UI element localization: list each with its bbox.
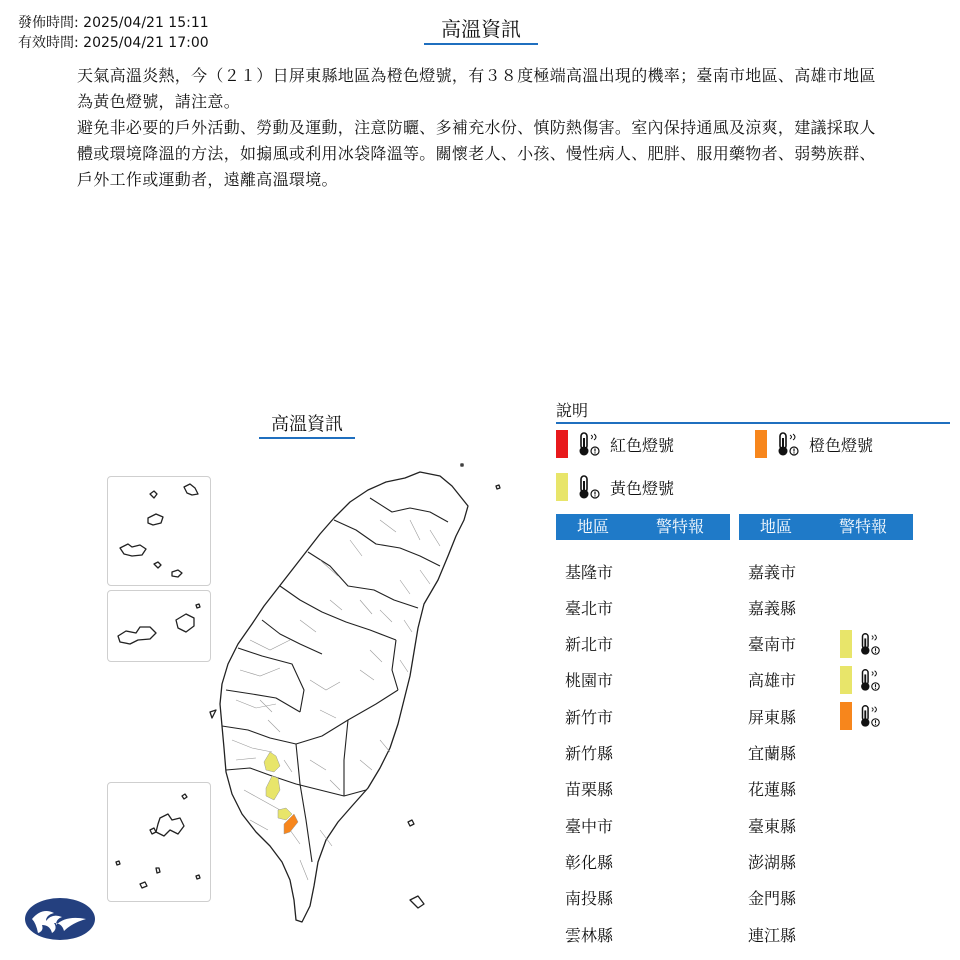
region-row [739, 811, 840, 839]
region-row [556, 702, 657, 730]
region-row [739, 593, 840, 621]
header-region: 地區 [759, 517, 792, 536]
region-row [739, 666, 890, 694]
thermometer-alert-icon [574, 473, 602, 501]
region-name: 雲林縣 [565, 925, 614, 945]
region-name: 臺中市 [565, 816, 614, 836]
legend-label-red: 紅色燈號 [610, 435, 675, 455]
region-row [556, 557, 657, 585]
map-tainan-yellow [264, 752, 280, 772]
region-name: 連江縣 [748, 925, 797, 945]
region-name: 嘉義市 [748, 562, 797, 582]
red-swatch [556, 430, 568, 458]
region-name: 新北市 [565, 635, 614, 655]
region-row [739, 557, 840, 585]
region-row [556, 630, 657, 658]
map-kaohsiung-yellow [266, 776, 280, 800]
region-name: 高雄市 [748, 671, 797, 691]
legend-item-yellow [556, 473, 674, 501]
table-header-left [556, 514, 730, 540]
region-row [739, 847, 840, 875]
region-row [739, 775, 840, 803]
region-alert [840, 702, 890, 730]
region-row [556, 811, 657, 839]
legend-label-yellow: 黃色燈號 [610, 478, 675, 498]
region-name: 臺南市 [748, 635, 797, 655]
region-name: 基隆市 [565, 562, 614, 582]
region-name: 臺東縣 [748, 816, 797, 836]
region-alert [840, 630, 890, 658]
header-region: 地區 [576, 517, 609, 536]
description-para-2: 避免非必要的戶外活動、勞動及運動，注意防曬、多補充水份、慎防熱傷害。室內保持通風及涼爽，建議採取人體或環境降溫的方法，如搧風或利用冰袋降溫等。關懷老人、小孩、慢性病人、肥胖、服用藥物者、弱勢族群、戶外工作或運動者，遠離高溫環境。 [77, 118, 876, 189]
region-row [556, 666, 657, 694]
region-row [556, 775, 657, 803]
legend-title: 說明 [556, 400, 950, 424]
description-para-1: 天氣高溫炎熱，今（２１）日屏東縣地區為橙色燈號，有３８度極端高溫出現的機率；臺南市地區、高雄市地區為黃色燈號，請注意。 [77, 66, 876, 111]
region-row [556, 847, 657, 875]
region-name: 嘉義縣 [748, 598, 797, 618]
region-row [556, 884, 657, 912]
yellow-swatch [556, 473, 568, 501]
region-name: 宜蘭縣 [748, 744, 797, 763]
region-name: 新竹市 [565, 707, 614, 727]
region-row [556, 920, 657, 948]
region-name: 桃園市 [565, 671, 614, 691]
cwa-logo [24, 897, 96, 941]
map-title: 高溫資訊 [259, 413, 355, 439]
region-name: 臺北市 [565, 598, 614, 618]
region-name: 彰化縣 [565, 852, 614, 872]
legend-label-orange: 橙色燈號 [809, 435, 874, 455]
valid-time: 有效時間: 2025/04/21 17:00 [18, 35, 209, 51]
header-alert: 警特報 [655, 517, 704, 536]
region-row [739, 739, 840, 767]
region-name: 花蓮縣 [748, 780, 797, 800]
thermometer-alert-icon [773, 430, 801, 458]
region-row [739, 630, 890, 658]
region-name: 屏東縣 [748, 707, 797, 727]
thermometer-alert-icon [856, 630, 882, 658]
region-row [739, 920, 840, 948]
header-alert: 警特報 [838, 517, 887, 536]
region-name: 金門縣 [748, 889, 797, 909]
orange-swatch [840, 702, 852, 730]
thermometer-alert-icon [856, 666, 882, 694]
region-row [556, 593, 657, 621]
issue-time: 發佈時間: 2025/04/21 15:11 [18, 15, 209, 31]
region-name: 苗栗縣 [565, 780, 614, 800]
region-alert [840, 666, 890, 694]
region-row [556, 739, 657, 767]
thermometer-alert-icon [856, 702, 882, 730]
legend-item-orange [755, 430, 873, 458]
yellow-swatch [840, 666, 852, 694]
region-name: 南投縣 [565, 889, 614, 909]
region-name: 新竹縣 [565, 744, 614, 763]
orange-swatch [755, 430, 767, 458]
region-row [739, 702, 890, 730]
page-title: 高溫資訊 [424, 17, 538, 45]
region-row [739, 884, 840, 912]
region-name: 澎湖縣 [748, 852, 797, 872]
thermometer-alert-icon [574, 430, 602, 458]
table-header-right [739, 514, 913, 540]
legend-item-red [556, 430, 674, 458]
yellow-swatch [840, 630, 852, 658]
